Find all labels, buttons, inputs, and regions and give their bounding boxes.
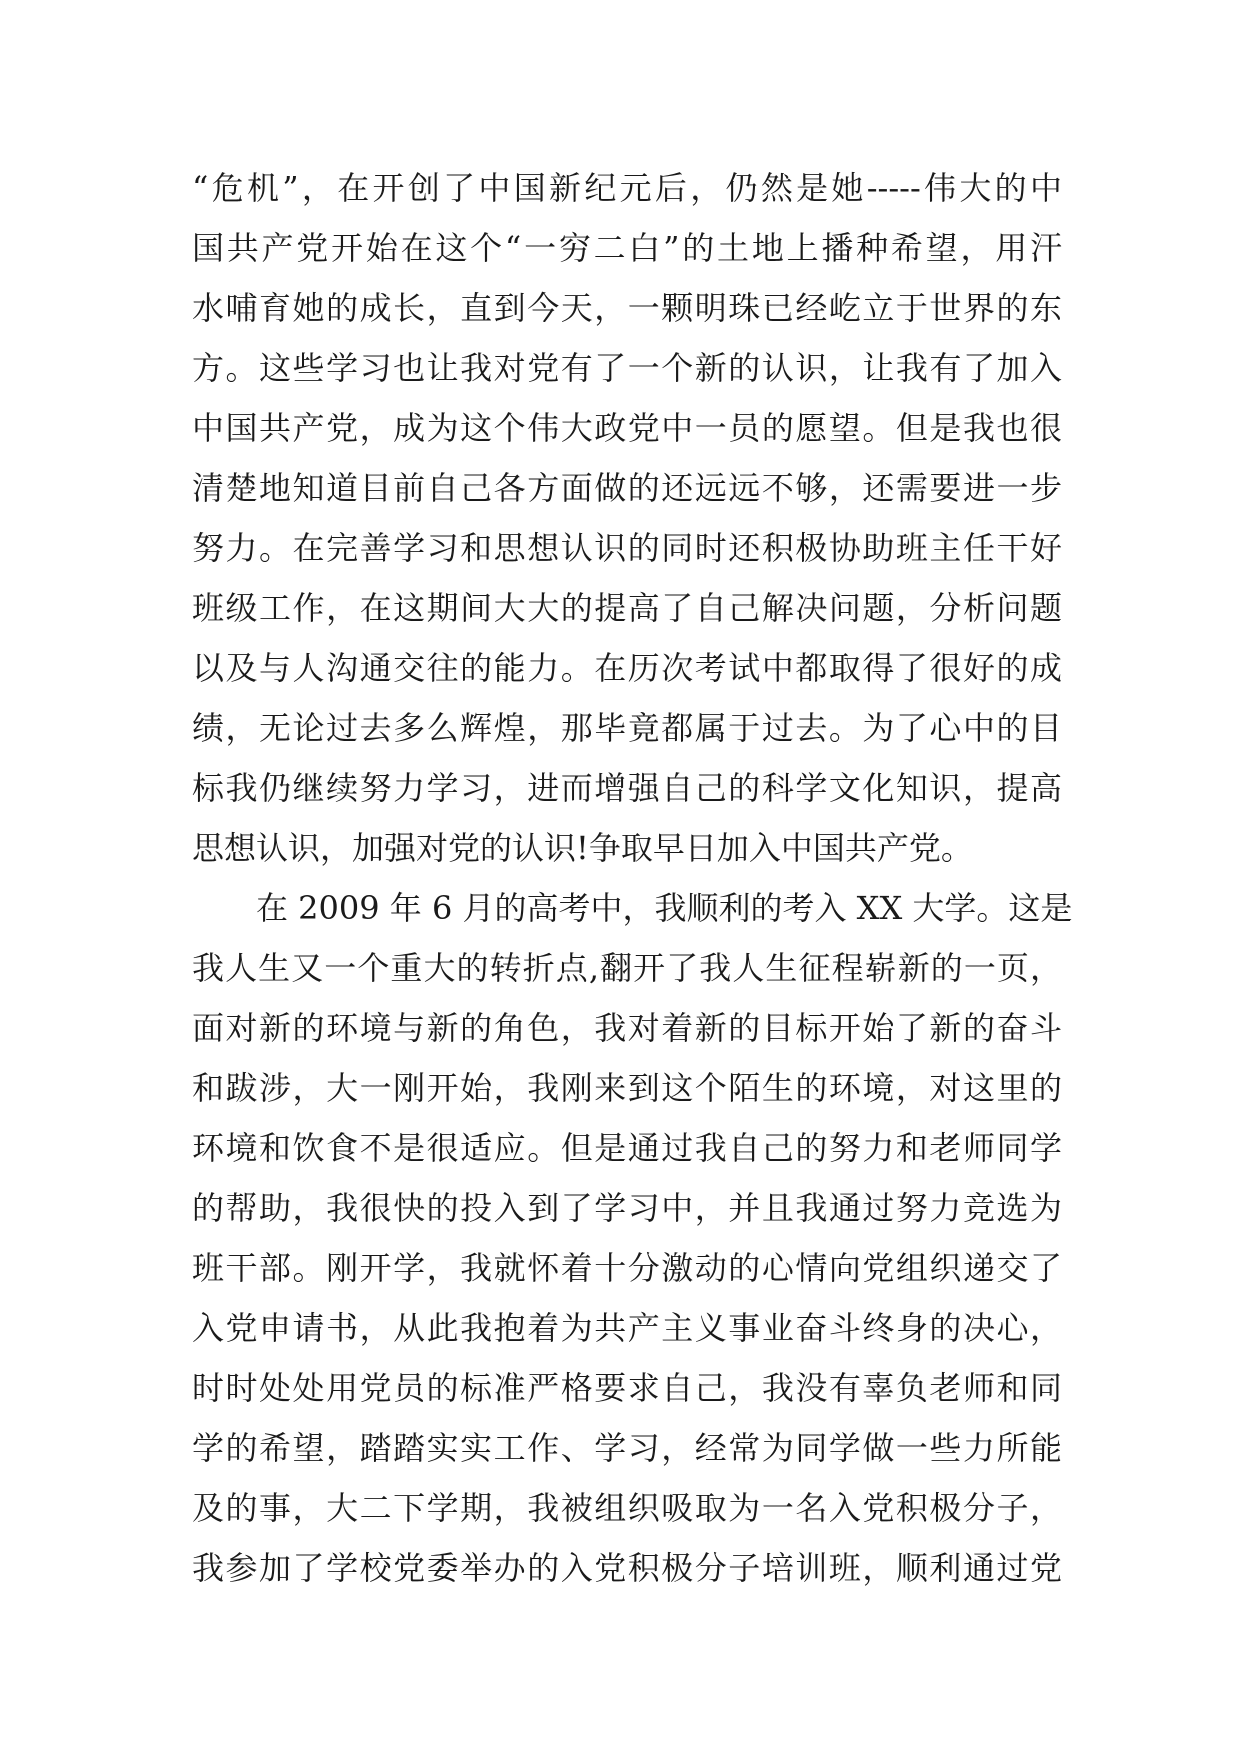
text-line: 面对新的环境与新的角色，我对着新的目标开始了新的奋斗 (192, 1009, 1062, 1047)
text-line: 在 2009 年 6 月的高考中，我顺利的考入 XX 大学。这是 (192, 889, 1073, 927)
text-line: 环境和饮食不是很适应。但是通过我自己的努力和老师同学 (192, 1129, 1062, 1167)
text-line: 以及与人沟通交往的能力。在历次考试中都取得了很好的成 (192, 649, 1062, 687)
text-line: 和跋涉，大一刚开始，我刚来到这个陌生的环境，对这里的 (192, 1069, 1062, 1107)
text-line: 国共产党开始在这个“一穷二白”的土地上播种希望，用汗 (192, 229, 1062, 267)
text-line: 中国共产党，成为这个伟大政党中一员的愿望。但是我也很 (192, 409, 1062, 447)
text-line: 水哺育她的成长，直到今天，一颗明珠已经屹立于世界的东 (192, 289, 1062, 327)
text-line: 班干部。刚开学，我就怀着十分激动的心情向党组织递交了 (192, 1249, 1062, 1287)
text-line: 的帮助，我很快的投入到了学习中，并且我通过努力竞选为 (192, 1189, 1062, 1227)
text-line: 思想认识，加强对党的认识!争取早日加入中国共产党。 (192, 829, 973, 867)
text-line: 时时处处用党员的标准严格要求自己，我没有辜负老师和同 (192, 1369, 1062, 1407)
text-line: 及的事，大二下学期，我被组织吸取为一名入党积极分子， (192, 1489, 1062, 1527)
text-line: 我人生又一个重大的转折点,翻开了我人生征程崭新的一页， (192, 949, 1062, 987)
text-line: 标我仍继续努力学习，进而增强自己的科学文化知识，提高 (192, 769, 1062, 807)
text-line: 学的希望，踏踏实实工作、学习，经常为同学做一些力所能 (192, 1429, 1062, 1467)
body-text (192, 158, 1073, 1598)
text-line: 方。这些学习也让我对党有了一个新的认识，让我有了加入 (192, 349, 1062, 387)
text-line: “危机”，在开创了中国新纪元后，仍然是她-----伟大的中 (192, 169, 1062, 207)
text-line: 努力。在完善学习和思想认识的同时还积极协助班主任干好 (192, 529, 1062, 567)
text-line: 我参加了学校党委举办的入党积极分子培训班，顺利通过党 (192, 1549, 1062, 1587)
text-line: 绩，无论过去多么辉煌，那毕竟都属于过去。为了心中的目 (192, 709, 1062, 747)
text-line: 入党申请书，从此我抱着为共产主义事业奋斗终身的决心， (192, 1309, 1062, 1347)
text-line: 班级工作，在这期间大大的提高了自己解决问题，分析问题 (192, 589, 1062, 627)
text-line: 清楚地知道目前自己各方面做的还远远不够，还需要进一步 (192, 469, 1062, 507)
